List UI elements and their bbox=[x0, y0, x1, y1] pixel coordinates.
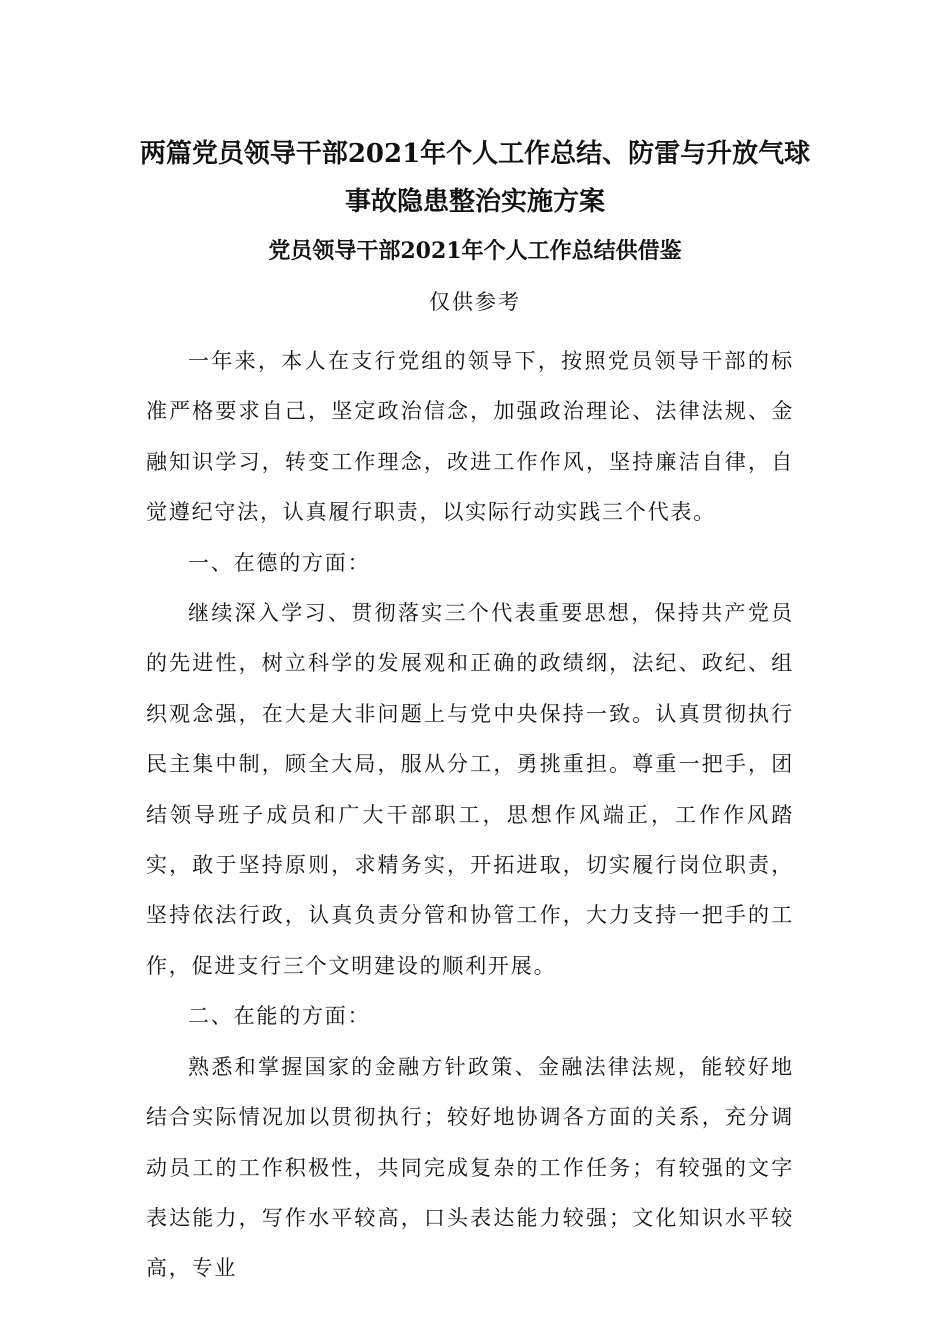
document-body bbox=[146, 336, 794, 1294]
section-heading-ability: 二、在能的方面： bbox=[188, 1004, 371, 1029]
document-title-line-1: 两篇党员领导干部2021年个人工作总结、防雷与升放气球 bbox=[139, 139, 811, 169]
document-title-line-2: 事故隐患整治实施方案 bbox=[344, 187, 605, 217]
paragraph-intro: 一年来，本人在支行党组的领导下，按照党员领导干部的标准严格要求自己，坚定政治信念，加强政治理论、法律法规、金融知识学习，转变工作理念，改进工作作风，坚持廉洁自律，自觉遵纪守法，认真履行职责，以实际行动实践三个代表。 bbox=[146, 349, 794, 525]
paragraph-ability: 熟悉和掌握国家的金融方针政策、金融法律法规，能较好地结合实际情况加以贯彻执行；较好地协调各方面的关系，充分调动员工的工作积极性，共同完成复杂的工作任务；有较强的文字表达能力，写作水平较高，口头表达能力较强；文化知识水平较高，专业 bbox=[146, 1054, 794, 1281]
section-heading-morality: 一、在德的方面： bbox=[188, 550, 371, 575]
document-subtitle: 党员领导干部2021年个人工作总结供借鉴 bbox=[268, 238, 682, 264]
paragraph-morality: 继续深入学习、贯彻落实三个代表重要思想，保持共产党员的先进性，树立科学的发展观和正确的政绩纲，法纪、政纪、组织观念强，在大是大非问题上与党中央保持一致。认真贯彻执行民主集中制，顾全大局，服从分工，勇挑重担。尊重一把手，团结领导班子成员和广大干部职工，思想作风端正，工作作风踏实，敢于坚持原则，求精务实，开拓进取，切实履行岗位职责，坚持依法行政，认真负责分管和协管工作，大力支持一把手的工作，促进支行三个文明建设的顺利开展。 bbox=[146, 601, 794, 978]
reference-note: 仅供参考 bbox=[429, 290, 521, 314]
